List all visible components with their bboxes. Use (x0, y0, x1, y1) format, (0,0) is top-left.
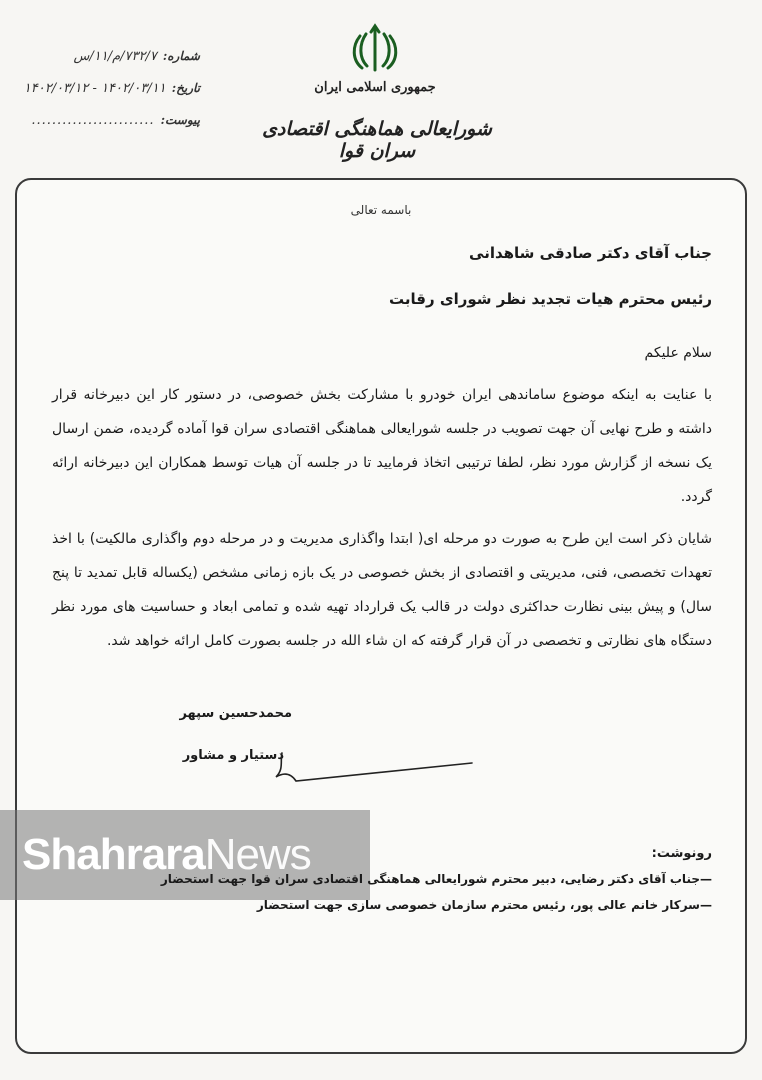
watermark-part2: News (204, 830, 311, 879)
iran-emblem-icon (346, 22, 404, 80)
watermark-logo (0, 810, 370, 900)
attachment-value: ........................ (31, 112, 155, 128)
number-value: ۷۳۲/۷/م/۱۱/س (73, 48, 157, 64)
cc-item: —سرکار خانم عالی پور، رئیس محترم سازمان خصوصی سازی جهت استحضار (256, 898, 712, 912)
opening-invocation: باسمه تعالی (350, 203, 412, 217)
council-title: شورایعالی هماهنگی اقتصادی سران قوا (262, 118, 492, 162)
cc-label: رونوشت: (651, 846, 712, 861)
meta-attachment (30, 104, 200, 136)
date-label: تاریخ: (171, 81, 200, 95)
addressee-title: رئیس محترم هیات تجدید نظر شورای رقابت (389, 290, 712, 308)
cc-item: —جناب آقای دکتر رضایی، دبیر محترم شورایعالی هماهنگی اقتصادی سران قوا جهت استحضار (160, 872, 712, 886)
signatory-title: دستیار و مشاور (182, 748, 284, 763)
meta-number (30, 40, 200, 72)
body-paragraph-2: شایان ذکر است این طرح به صورت دو مرحله ای( ابتدا واگذاری مدیریت و در مرحله دوم واگذاری مالکیت) با اخذ تعهدات تخصصی، فنی، مدیریتی و اقتصادی از بخش خصوصی در یک بازه زمانی مشخص (یکساله قابل تمدید تا پنج سال) و پیش بینی نظارت حداکثری دولت در قالب یک قرارداد تهیه شده و تمامی ابعاد و حساسیت های مورد نظر دستگاه های نظارتی و تخصصی در آن قرار گرفته که ان شاء الله در جلسه بصورت کامل ارائه خواهد شد. (52, 531, 712, 649)
attachment-label: پیوست: (160, 113, 200, 127)
addressee-name: جناب آقای دکتر صادقی شاهدانی (469, 244, 712, 262)
republic-title: جمهوری اسلامی ایران (314, 80, 436, 95)
number-label: شماره: (162, 49, 200, 63)
letter-meta (23, 40, 200, 136)
greeting: سلام علیکم (644, 345, 712, 361)
meta-date (23, 72, 200, 104)
signatory-name: محمدحسین سپهر (179, 706, 292, 721)
body-paragraph-1: با عنایت به اینکه موضوع ساماندهی ایران خودرو با مشارکت بخش خصوصی، در دستور کار این دبیرخانه قرار داشته و طرح نهایی آن جهت تصویب در جلسه شورایعالی هماهنگی اقتصادی سران قوا آماده گردیده، ضمن ارسال یک نسخه از گزارش مورد نظر، لطفا ترتیبی اتخاذ فرمایید تا در جلسه آن هیات توسط همکاران این دبیرخانه ارائه گردد. (52, 387, 712, 505)
handwritten-signature (262, 735, 482, 795)
watermark-part1: Shahrara (22, 830, 205, 879)
date-value: ۱۴۰۲/۰۳/۱۱ - ۱۴۰۲/۰۳/۱۲ (23, 80, 166, 96)
